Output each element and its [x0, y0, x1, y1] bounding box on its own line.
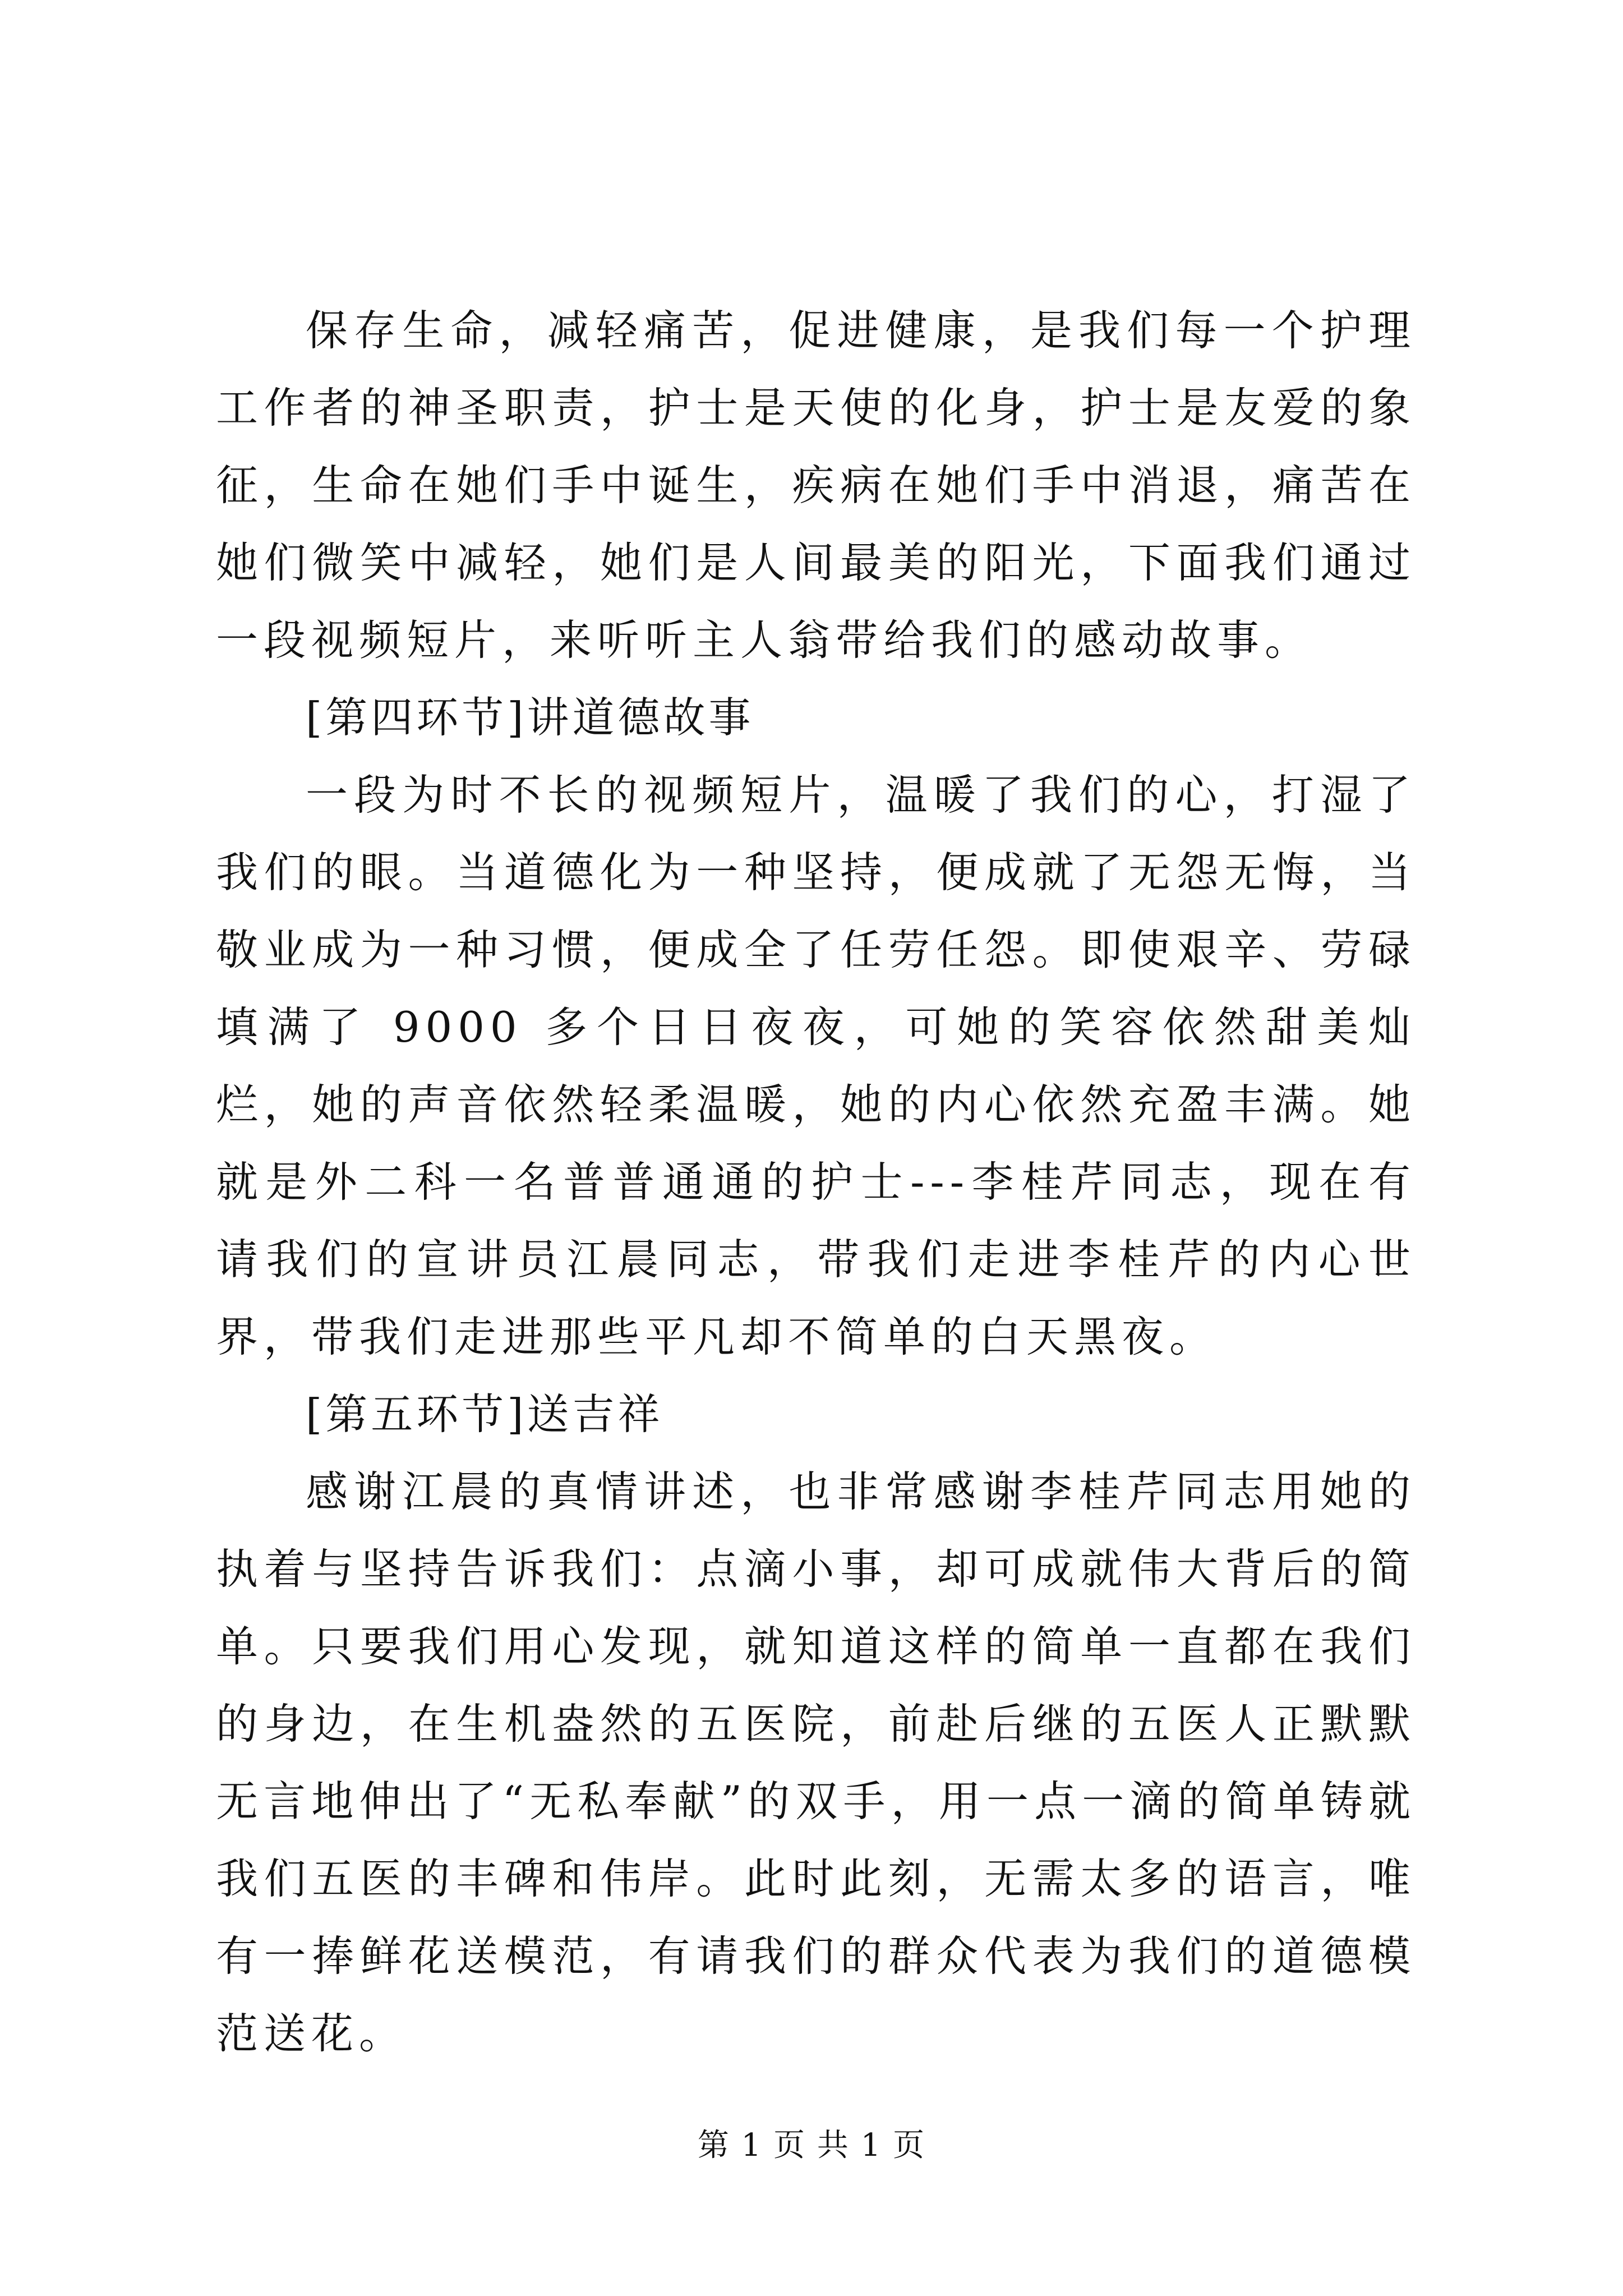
section-heading-4: [第四环节]讲道德故事	[306, 693, 754, 742]
paragraph-story: 一段为时不长的视频短片，温暖了我们的心，打湿了我们的眼。当道德化为一种坚持，便成就了无怨无悔，当敬业成为一种习惯，便成全了任劳任怨。即使艰辛、劳碌填满了 9000 多个日日夜夜，可她的笑容依然甜美灿烂，她的声音依然轻柔温暖，她的内心依然充盈丰满。她就是外二科一名普普通通的护士---李桂芹同志，现在有请我们的宣讲员江晨同志，带我们走进李桂芹的内心世界，带我们走进那些平凡却不简单的白天黑夜。	[216, 770, 1416, 1361]
section-heading-5: [第五环节]送吉祥	[306, 1389, 663, 1439]
document-body	[216, 292, 1416, 2072]
page-number-footer: 第 1 页 共 1 页	[697, 2127, 926, 2164]
paragraph-intro: 保存生命，减轻痛苦，促进健康，是我们每一个护理工作者的神圣职责，护士是天使的化身，护士是友爱的象征，生命在她们手中诞生，疾病在她们手中消退，痛苦在她们微笑中减轻，她们是人间最美的阳光，下面我们通过一段视频短片，来听听主人翁带给我们的感动故事。	[216, 306, 1416, 665]
paragraph-thanks: 感谢江晨的真情讲述，也非常感谢李桂芹同志用她的执着与坚持告诉我们：点滴小事，却可成就伟大背后的简单。只要我们用心发现，就知道这样的简单一直都在我们的身边，在生机盎然的五医院，前赴后继的五医人正默默无言地伸出了“无私奉献”的双手，用一点一滴的简单铸就我们五医的丰碑和伟岸。此时此刻，无需太多的语言，唯有一捧鲜花送模范，有请我们的群众代表为我们的道德模范送花。	[216, 1467, 1416, 2058]
